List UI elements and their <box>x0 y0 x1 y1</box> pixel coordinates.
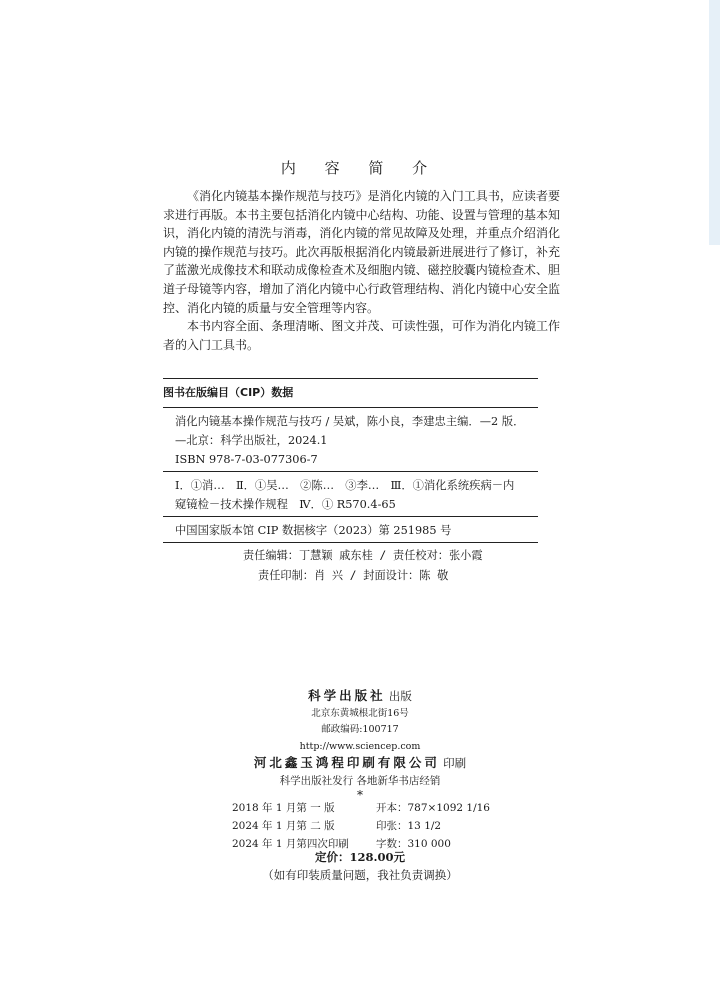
credits-editors: 责任编辑：丁慧颖 戚东桂 / 责任校对：张小霞 <box>243 549 483 562</box>
publisher-name: 科学出版社 <box>308 688 386 703</box>
page-edge-strip <box>709 0 720 245</box>
edition-spec: 印张：13 1/2 <box>376 820 442 832</box>
price-label: 定价： <box>314 850 350 864</box>
summary-paragraph-2: 本书内容全面、条理清晰、图文并茂、可读性强，可作为消化内镜工作者的入门工具书。 <box>163 319 560 352</box>
cip-block <box>163 378 538 543</box>
publisher-block <box>0 688 720 801</box>
edition-date: 2018 年 1 月第 一 版 <box>232 802 335 814</box>
edition-date: 2024 年 1 月第四次印刷 <box>232 838 349 850</box>
cip-rule-1 <box>163 407 538 408</box>
printer-name: 河北鑫玉鸿程印刷有限公司 <box>253 755 440 770</box>
cip-rule-2 <box>163 471 538 472</box>
cip-line-classification-2: 窥镜检－技术操作规程 Ⅳ．① R570.4-65 <box>175 498 396 511</box>
cip-heading: 图书在版编目（CIP）数据 <box>163 386 294 399</box>
summary-paragraph-1: 《消化内镜基本操作规范与技巧》是消化内镜的入门工具书，应读者要求进行再版。本书主要包括消化内镜中心结构、功能、设置与管理的基本知识，消化内镜的清洗与消毒，消化内镜的常见故障及处理，并重点介绍消化内镜的操作规范与技巧。此次再版根据消化内镜最新进展进行了修订，补充了蓝激光成像技术和联动成像检查术及细胞内镜、磁控胶囊内镜检查术、胆道子母镜等内容，增加了消化内镜中心行政管理结构、消化内镜中心安全监控、消化内镜的质量与安全管理等内容。 <box>163 189 560 315</box>
edition-row <box>232 817 490 835</box>
cip-line-title: 消化内镜基本操作规范与技巧 / 吴斌，陈小良，李建忠主编．—2 版． <box>175 415 525 428</box>
edition-info <box>232 799 490 853</box>
publisher-suffix: 出版 <box>388 689 412 703</box>
publisher-url: http://www.sciencep.com <box>299 740 421 752</box>
price-block <box>0 848 720 884</box>
edition-date: 2024 年 1 月第 二 版 <box>232 820 335 832</box>
edition-row <box>232 799 490 817</box>
distribution-text: 科学出版社发行 各地新华书店经销 <box>279 774 441 787</box>
cip-rule-3 <box>163 516 538 517</box>
quality-note: （如有印装质量问题，我社负责调换） <box>262 868 458 882</box>
cip-line-classification-1: Ⅰ．①消… Ⅱ．①吴… ②陈… ③李… Ⅲ．①消化系统疾病－内 <box>175 479 515 492</box>
edition-spec: 开本：787×1092 1/16 <box>376 802 490 814</box>
printer-suffix: 印刷 <box>443 756 467 770</box>
publisher-postcode: 邮政编码:100717 <box>321 724 399 735</box>
publisher-address: 北京东黄城根北街16号 <box>311 707 409 719</box>
cip-top-rule <box>163 378 538 379</box>
price-value: 128.00元 <box>349 850 405 864</box>
cip-line-publisher: —北京：科学出版社，2024.1 <box>175 434 328 447</box>
credits-production: 责任印制：肖 兴 / 封面设计：陈 敬 <box>258 569 449 582</box>
cip-bottom-rule <box>163 542 538 543</box>
edition-spec: 字数：310 000 <box>376 838 451 850</box>
separator-star: * <box>357 788 363 802</box>
cip-line-record-number: 中国国家版本馆 CIP 数据核字（2023）第 251985 号 <box>175 524 452 537</box>
summary-text <box>163 187 560 354</box>
page-title: 内 容 简 介 <box>280 159 440 177</box>
cip-line-isbn: ISBN 978-7-03-077306-7 <box>175 453 318 466</box>
